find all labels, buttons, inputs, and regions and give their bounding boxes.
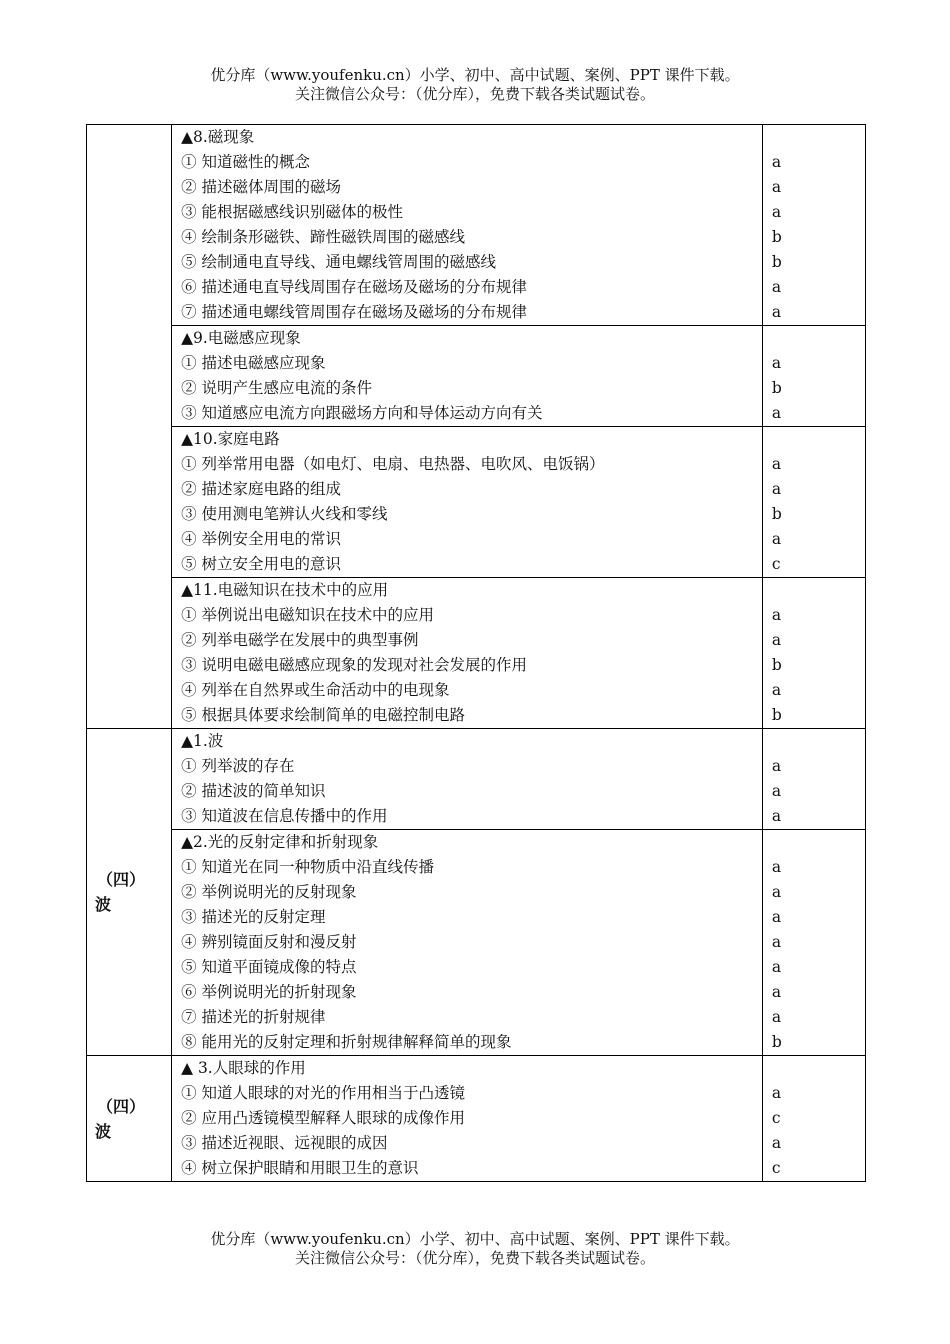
- level-value: a: [771, 631, 782, 649]
- list-item: ④ 树立保护眼睛和用眼卫生的意识: [181, 1159, 419, 1177]
- level-cell: [762, 830, 865, 1056]
- list-item: ① 知道人眼球的对光的作用相当于凸透镜: [181, 1084, 466, 1102]
- level-value: a: [771, 883, 782, 901]
- level-value: c: [771, 1109, 781, 1127]
- list-item: ⑥ 描述通电直导线周围存在磁场及磁场的分布规律: [181, 278, 528, 296]
- level-value: a: [771, 1134, 782, 1152]
- list-item: ⑧ 能用光的反射定理和折射规律解释简单的现象: [181, 1033, 512, 1051]
- level-value: b: [771, 505, 782, 523]
- list-item: ⑤ 绘制通电直导线、通电螺线管周围的磁感线: [181, 253, 497, 271]
- level-cell: [762, 125, 865, 326]
- page-footer: [0, 1230, 950, 1268]
- content-cell: [172, 729, 763, 830]
- list-item: ⑦ 描述通电螺线管周围存在磁场及磁场的分布规律: [181, 303, 528, 321]
- section-title: ▲11.电磁知识在技术中的应用: [181, 581, 389, 599]
- list-item: ② 列举电磁学在发展中的典型事例: [181, 631, 419, 649]
- level-cell: [762, 326, 865, 427]
- level-value: a: [771, 757, 782, 775]
- table-row: [87, 1056, 866, 1182]
- level-value: a: [771, 354, 782, 372]
- level-value: a: [771, 908, 782, 926]
- level-value: a: [771, 983, 782, 1001]
- level-value: a: [771, 203, 782, 221]
- table-row: [87, 326, 866, 427]
- level-value: b: [771, 656, 782, 674]
- category-number: （四）: [97, 870, 146, 889]
- level-value: b: [771, 253, 782, 271]
- list-item: ② 描述磁体周围的磁场: [181, 178, 342, 196]
- level-value: a: [771, 278, 782, 296]
- level-cell: [762, 729, 865, 830]
- list-item: ③ 描述近视眼、远视眼的成因: [181, 1134, 388, 1152]
- section-title: ▲9.电磁感应现象: [181, 329, 301, 347]
- section-title: ▲2.光的反射定律和折射现象: [181, 833, 379, 851]
- list-item: ① 列举常用电器（如电灯、电扇、电热器、电吹风、电饭锅）: [181, 455, 605, 473]
- list-item: ② 举例说明光的反射现象: [181, 883, 357, 901]
- list-item: ③ 说明电磁电磁感应现象的发现对社会发展的作用: [181, 656, 528, 674]
- list-item: ③ 能根据磁感线识别磁体的极性: [181, 203, 404, 221]
- list-item: ② 说明产生感应电流的条件: [181, 379, 373, 397]
- list-item: ③ 知道感应电流方向跟磁场方向和导体运动方向有关: [181, 404, 543, 422]
- level-value: c: [771, 1159, 781, 1177]
- level-value: a: [771, 455, 782, 473]
- content-cell: [172, 427, 763, 578]
- list-item: ⑤ 树立安全用电的意识: [181, 555, 342, 573]
- level-cell: [762, 427, 865, 578]
- list-item: ⑦ 描述光的折射规律: [181, 1008, 326, 1026]
- level-value: b: [771, 706, 782, 724]
- list-item: ① 举例说出电磁知识在技术中的应用: [181, 606, 435, 624]
- list-item: ④ 列举在自然界或生命活动中的电现象: [181, 681, 450, 699]
- category-name: 波: [95, 1121, 112, 1141]
- table-row: [87, 729, 866, 830]
- header-line-1: 优分库（www.youfenku.cn）小学、初中、高中试题、案例、PPT 课件下载。: [210, 66, 740, 84]
- category-cell: [87, 729, 172, 1056]
- list-item: ⑤ 根据具体要求绘制简单的电磁控制电路: [181, 706, 466, 724]
- list-item: ② 描述家庭电路的组成: [181, 480, 342, 498]
- list-item: ① 知道磁性的概念: [181, 153, 311, 171]
- content-cell: [172, 1056, 763, 1182]
- level-cell: [762, 1056, 865, 1182]
- level-value: a: [771, 858, 782, 876]
- section-title: ▲8.磁现象: [181, 128, 255, 146]
- list-item: ⑥ 举例说明光的折射现象: [181, 983, 357, 1001]
- level-value: a: [771, 480, 782, 498]
- content-cell: [172, 830, 763, 1056]
- level-value: b: [771, 1033, 782, 1051]
- section-title: ▲ 3.人眼球的作用: [181, 1059, 306, 1077]
- content-cell: [172, 326, 763, 427]
- level-value: a: [771, 178, 782, 196]
- level-value: a: [771, 606, 782, 624]
- list-item: ④ 辨别镜面反射和漫反射: [181, 933, 357, 951]
- category-cell-empty: [87, 125, 172, 729]
- header-line-2: 关注微信公众号：（优分库），免费下载各类试题试卷。: [294, 85, 655, 103]
- table-row: [87, 125, 866, 326]
- list-item: ② 描述波的简单知识: [181, 782, 326, 800]
- list-item: ③ 知道波在信息传播中的作用: [181, 807, 388, 825]
- category-cell: [87, 1056, 172, 1182]
- level-cell: [762, 578, 865, 729]
- content-cell: [172, 578, 763, 729]
- level-value: a: [771, 153, 782, 171]
- level-value: a: [771, 958, 782, 976]
- footer-line-2: 关注微信公众号：（优分库），免费下载各类试题试卷。: [294, 1249, 655, 1267]
- list-item: ③ 使用测电笔辨认火线和零线: [181, 505, 388, 523]
- level-value: a: [771, 530, 782, 548]
- level-value: a: [771, 782, 782, 800]
- content-cell: [172, 125, 763, 326]
- table-row: [87, 830, 866, 1056]
- level-value: b: [771, 379, 782, 397]
- list-item: ① 列举波的存在: [181, 757, 295, 775]
- level-value: b: [771, 228, 782, 246]
- curriculum-table: [86, 124, 866, 1182]
- category-name: 波: [95, 895, 112, 914]
- list-item: ④ 绘制条形磁铁、蹄性磁铁周围的磁感线: [181, 228, 466, 246]
- list-item: ① 知道光在同一种物质中沿直线传播: [181, 858, 435, 876]
- section-title: ▲10.家庭电路: [181, 430, 280, 448]
- list-item: ③ 描述光的反射定理: [181, 908, 326, 926]
- level-value: c: [771, 555, 781, 573]
- footer-line-1: 优分库（www.youfenku.cn）小学、初中、高中试题、案例、PPT 课件下载。: [210, 1230, 740, 1248]
- list-item: ① 描述电磁感应现象: [181, 354, 326, 372]
- level-value: a: [771, 303, 782, 321]
- level-value: a: [771, 933, 782, 951]
- page-header: [0, 66, 950, 104]
- table-row: [87, 578, 866, 729]
- level-value: a: [771, 1084, 782, 1102]
- level-value: a: [771, 807, 782, 825]
- list-item: ④ 举例安全用电的常识: [181, 530, 342, 548]
- level-value: a: [771, 1008, 782, 1026]
- section-title: ▲1.波: [181, 732, 224, 750]
- category-number: （四）: [97, 1096, 146, 1116]
- level-value: a: [771, 404, 782, 422]
- list-item: ⑤ 知道平面镜成像的特点: [181, 958, 357, 976]
- table-row: [87, 427, 866, 578]
- level-value: a: [771, 681, 782, 699]
- list-item: ② 应用凸透镜模型解释人眼球的成像作用: [181, 1109, 466, 1127]
